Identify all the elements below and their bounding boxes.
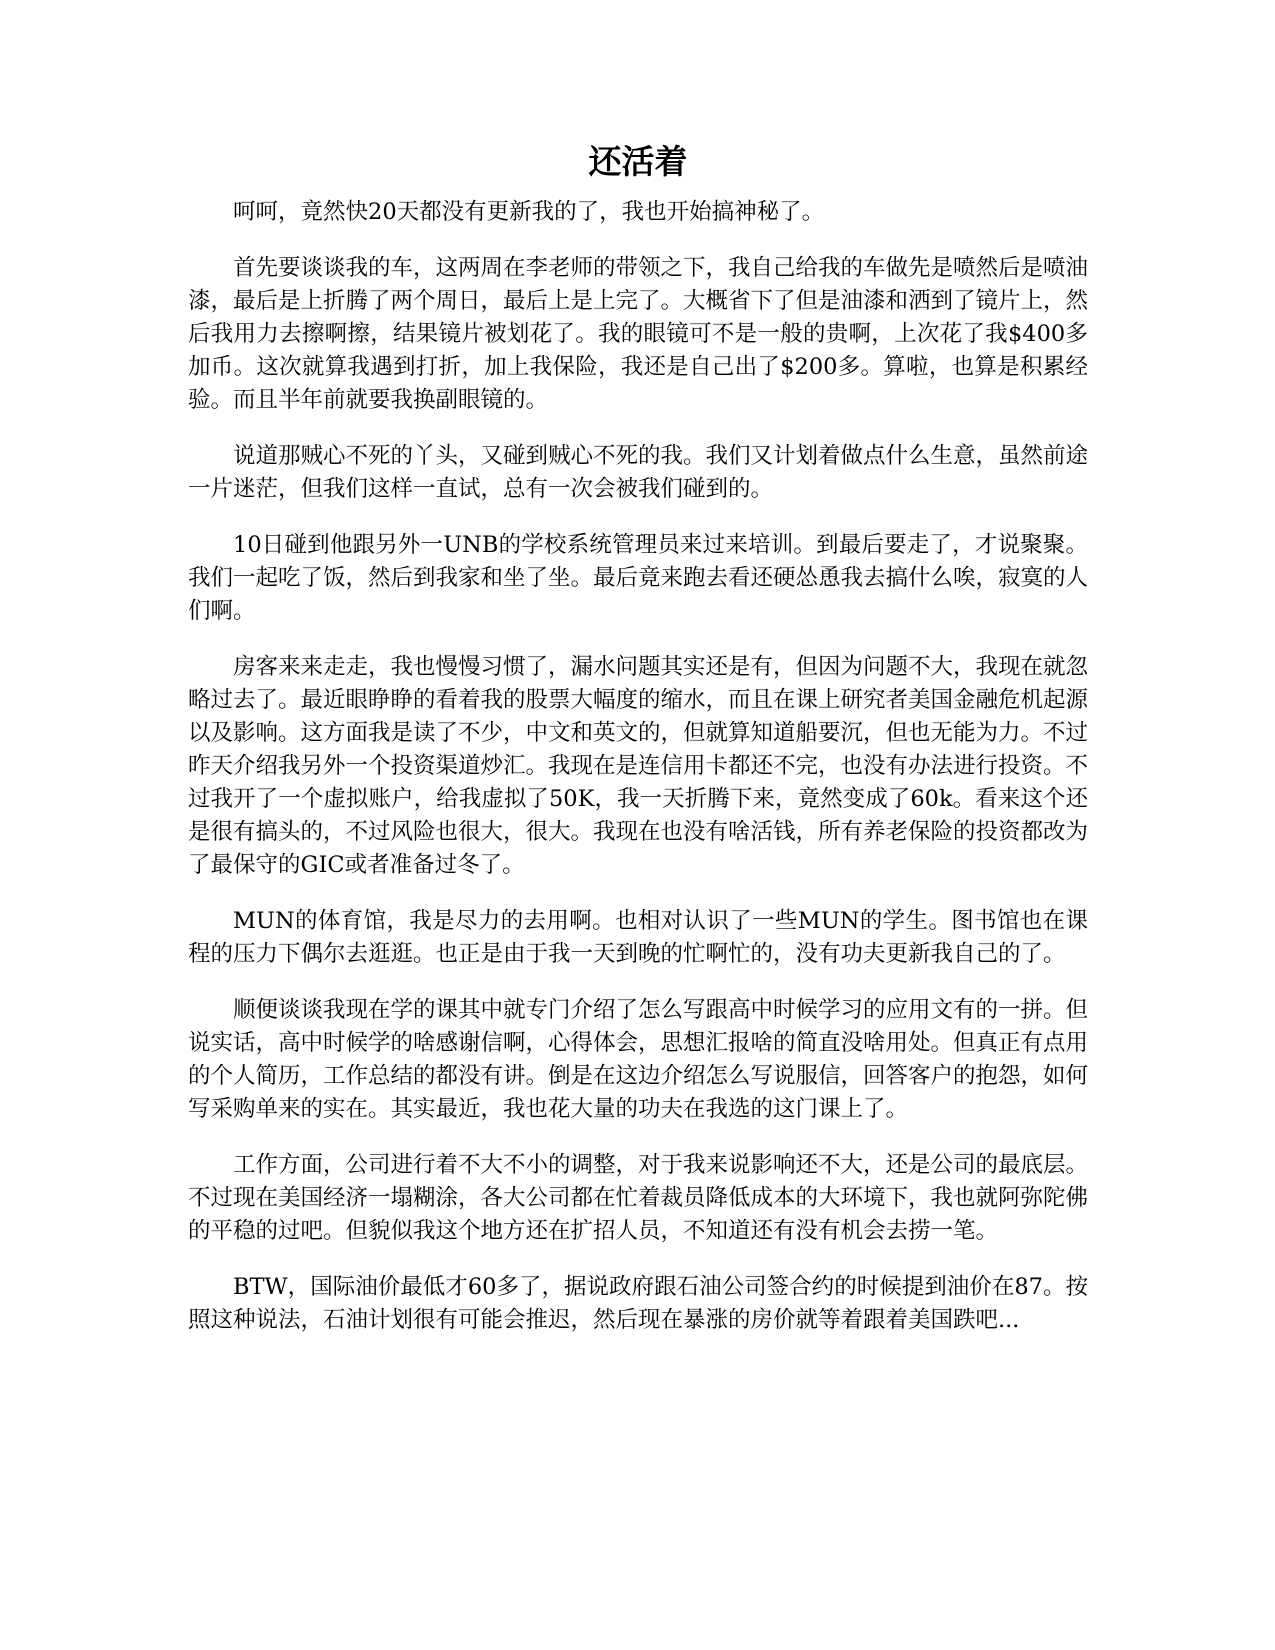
paragraph-2: 首先要谈谈我的车，这两周在李老师的带领之下，我自己给我的车做先是喷然后是喷油漆，最后是上折腾了两个周日，最后上是上完了。大概省下了但是油漆和洒到了镜片上，然后我用力去擦啊擦，结果镜片被划花了。我的眼镜可不是一般的贵啊，上次花了我$400多加币。这次就算我遇到打折，加上我保险，我还是自己出了$200多。算啦，也算是积累经验。而且半年前就要我换副眼镜的。 (188, 255, 1089, 413)
paragraph-1: 呵呵，竟然快20天都没有更新我的了，我也开始搞神秘了。 (233, 199, 825, 225)
paragraph-9: BTW，国际油价最低才60多了，据说政府跟石油公司签合约的时候提到油价在87。按照这种说法，石油计划很有可能会推迟，然后现在暴涨的房价就等着跟着美国跌吧... (188, 1274, 1088, 1333)
paragraph-3: 说道那贼心不死的丫头，又碰到贼心不死的我。我们又计划着做点什么生意，虽然前途一片迷茫，但我们这样一直试，总有一次会被我们碰到的。 (188, 443, 1089, 502)
document-title: 还活着 (588, 142, 688, 181)
document-page (188, 140, 1088, 1360)
paragraph-5: 房客来来走走，我也慢慢习惯了，漏水问题其实还是有，但因为问题不大，我现在就忽略过去了。最近眼睁睁的看着我的股票大幅度的缩水，而且在课上研究者美国金融危机起源以及影响。这方面我是读了不少，中文和英文的，但就算知道船要沉，但也无能为力。不过昨天介绍我另外一个投资渠道炒汇。我现在是连信用卡都还不完，也没有办法进行投资。不过我开了一个虚拟账户，给我虚拟了50K，我一天折腾下来，竟然变成了60k。看来这个还是很有搞头的，不过风险也很大，很大。我现在也没有啥活钱，所有养老保险的投资都改为了最保守的GIC或者准备过冬了。 (188, 654, 1089, 878)
paragraph-4: 10日碰到他跟另外一UNB的学校系统管理员来过来培训。到最后要走了，才说聚聚。我们一起吃了饭，然后到我家和坐了坐。最后竟来跑去看还硬怂恿我去搞什么唉，寂寞的人们啊。 (188, 532, 1089, 624)
paragraph-6: MUN的体育馆，我是尽力的去用啊。也相对认识了一些MUN的学生。图书馆也在课程的压力下偶尔去逛逛。也正是由于我一天到晚的忙啊忙的，没有功夫更新我自己的了。 (188, 908, 1088, 967)
paragraph-8: 工作方面，公司进行着不大不小的调整，对于我来说影响还不大，还是公司的最底层。不过现在美国经济一塌糊涂，各大公司都在忙着裁员降低成本的大环境下，我也就阿弥陀佛的平稳的过吧。但貌似我这个地方还在扩招人员，不知道还有没有机会去捞一笔。 (188, 1152, 1089, 1244)
paragraph-7: 顺便谈谈我现在学的课其中就专门介绍了怎么写跟高中时候学习的应用文有的一拼。但说实话，高中时候学的啥感谢信啊，心得体会，思想汇报啥的简直没啥用处。但真正有点用的个人简历，工作总结的都没有讲。倒是在这边介绍怎么写说服信，回答客户的抱怨，如何写采购单来的实在。其实最近，我也花大量的功夫在我选的这门课上了。 (188, 997, 1089, 1122)
